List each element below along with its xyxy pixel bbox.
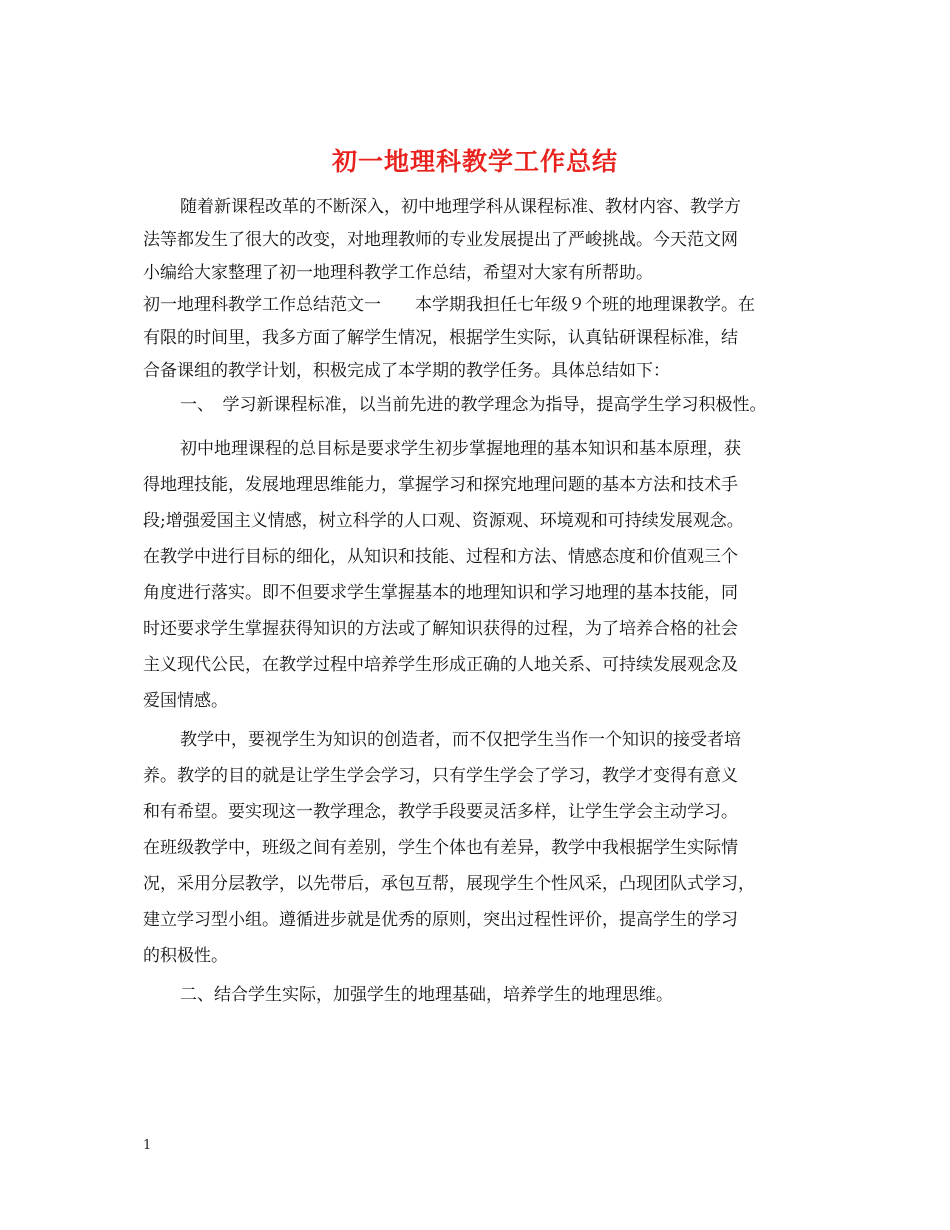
paragraph-line: 得地理技能，发展地理思维能力，掌握学习和探究地理问题的基本方法和技术手 <box>143 475 738 495</box>
section-heading: 一、 学习新课程标准，以当前先进的教学理念为指导，提高学生学习积极性。 <box>180 395 767 415</box>
paragraph-line: 况，采用分层教学，以先带后，承包互帮，展现学生个性风采，凸现团队式学习， <box>143 874 755 894</box>
paragraph-line: 初中地理课程的总目标是要求学生初步掌握地理的基本知识和基本原理，获 <box>180 439 741 459</box>
paragraph-line: 和有希望。要实现这一教学理念，教学手段要灵活多样，让学生学会主动学习。 <box>143 802 738 822</box>
paragraph-line: 段;增强爱国主义情感，树立科学的人口观、资源观、环境观和可持续发展观念。 <box>143 511 744 531</box>
paragraph-line: 有限的时间里，我多方面了解学生情况，根据学生实际，认真钻研课程标准，结 <box>143 328 738 348</box>
paragraph-line: 时还要求学生掌握获得知识的方法或了解知识获得的过程，为了培养合格的社会 <box>143 619 738 639</box>
paragraph-line: 在教学中进行目标的细化，从知识和技能、过程和方法、情感态度和价值观三个 <box>143 547 738 567</box>
paragraph-line: 教学中，要视学生为知识的创造者，而不仅把学生当作一个知识的接受者培 <box>180 730 741 750</box>
paragraph-line: 爱国情感。 <box>143 691 228 711</box>
page-number: 1 <box>143 1138 152 1153</box>
paragraph-line: 养。教学的目的就是让学生学会学习，只有学生学会了学习，教学才变得有意义 <box>143 766 738 786</box>
paragraph-line: 合备课组的教学计划，积极完成了本学期的教学任务。具体总结如下： <box>143 361 670 381</box>
document-title: 初一地理科教学工作总结 <box>331 147 618 176</box>
paragraph-line: 在班级教学中，班级之间有差别，学生个体也有差异，教学中我根据学生实际情 <box>143 838 738 858</box>
paragraph-line: 建立学习型小组。遵循进步就是优秀的原则，突出过程性评价，提高学生的学习 <box>143 910 738 930</box>
paragraph-line: 随着新课程改革的不断深入，初中地理学科从课程标准、教材内容、教学方 <box>180 197 741 217</box>
paragraph-line: 主义现代公民，在教学过程中培养学生形成正确的人地关系、可持续发展观念及 <box>143 655 738 675</box>
paragraph-line: 法等都发生了很大的改变，对地理教师的专业发展提出了严峻挑战。今天范文网 <box>143 230 738 250</box>
paragraph-line: 小编给大家整理了初一地理科教学工作总结，希望对大家有所帮助。 <box>143 263 653 283</box>
paragraph-line: 的积极性。 <box>143 946 228 966</box>
paragraph-line: 角度进行落实。即不但要求学生掌握基本的地理知识和学习地理的基本技能，同 <box>143 583 738 603</box>
section-heading: 二、结合学生实际，加强学生的地理基础，培养学生的地理思维。 <box>180 985 673 1005</box>
paragraph-line: 初一地理科教学工作总结范文一 本学期我担任七年级９个班的地理课教学。在 <box>143 295 755 315</box>
